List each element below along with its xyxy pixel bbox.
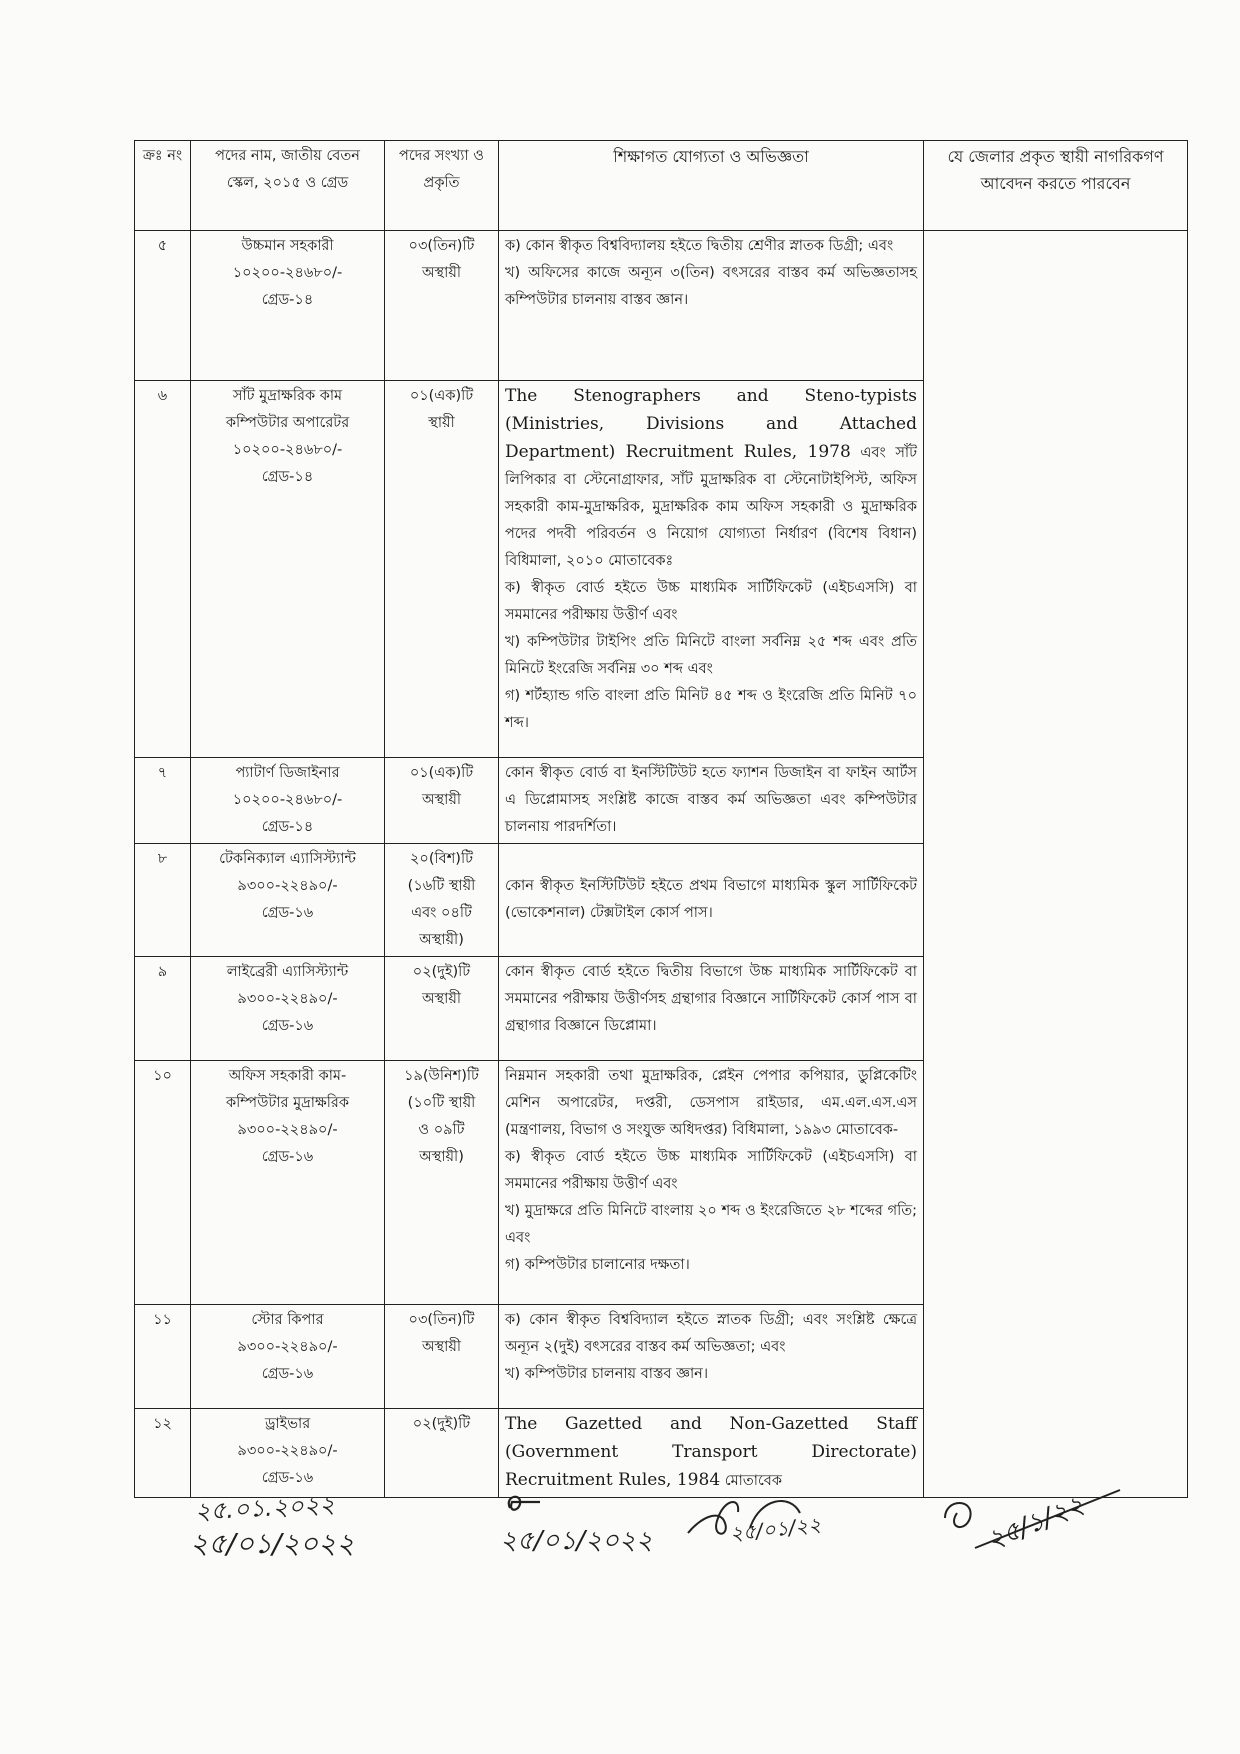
quantity-cell [385, 1409, 499, 1498]
header-qualification: শিক্ষাগত যোগ্যতা ও অভিজ্ঞতা [499, 141, 924, 231]
post-cell [191, 1305, 385, 1409]
quantity-count: ০১(এক)টি [409, 765, 474, 781]
quantity-count: ০৩(তিন)টি [408, 238, 475, 254]
quantity-type: অস্থায়ী [421, 792, 462, 808]
signature-1-date: ২৫/০১/২০২২ [190, 1527, 355, 1560]
quantity-type: ও ০৯টি [418, 1122, 465, 1138]
post-cell [191, 957, 385, 1061]
quantity-count: ০২(দুই)টি [412, 964, 471, 980]
grade: গ্রেড-১৬ [261, 1470, 314, 1486]
qualification-item: কোন স্বীকৃত ইনস্টিটিউট হইতে প্রথম বিভাগে মাধ্যমিক স্কুল সার্টিফিকেট (ভোকেশনাল) টেক্সটাইল কোর্স পাস। [505, 878, 917, 921]
post-name: টেকনিক্যাল এ্যাসিস্ট্যান্ট [219, 851, 356, 867]
post-name: স্টোর কিপার [251, 1312, 324, 1328]
qualification-item: ক) স্বীকৃত বোর্ড হইতে উচ্চ মাধ্যমিক সার্টিফিকেট (এইচএসসি) বা সমমানের পরীক্ষায় উত্তীর্ণ এবং [505, 580, 917, 623]
qualification-cell [499, 231, 924, 381]
qualification-cell [499, 1061, 924, 1305]
grade: গ্রেড-১৪ [261, 292, 314, 308]
post-cell [191, 758, 385, 844]
signature-2-date: ২৫/০১/২০২২ [500, 1526, 653, 1556]
quantity-type: (১৬টি স্থায়ী [407, 878, 476, 894]
qualification-item: খ) মুদ্রাক্ষরে প্রতি মিনিটে বাংলায় ২০ শব্দ ও ইংরেজিতে ২৮ শব্দের গতি; এবং [505, 1203, 917, 1246]
qualification-cell [499, 957, 924, 1061]
post-cell [191, 1061, 385, 1305]
serial-cell: ৮ [135, 844, 191, 957]
qualification-item: ক) কোন স্বীকৃত বিশ্ববিদ্যালয় হইতে দ্বিতীয় শ্রেণীর স্নাতক ডিগ্রী; এবং [505, 238, 894, 254]
serial-cell: ৬ [135, 381, 191, 758]
grade: গ্রেড-১৪ [261, 469, 314, 485]
header-post: পদের নাম, জাতীয় বেতন স্কেল, ২০১৫ ও গ্রেড [191, 141, 385, 231]
post-name: ড্রাইভার [264, 1416, 311, 1432]
quantity-type: অস্থায়ী [421, 265, 462, 281]
quantity-cell [385, 1305, 499, 1409]
pay-scale: ৯৩০০-২২৪৯০/- [237, 1443, 338, 1459]
qualification-item: কোন স্বীকৃত বোর্ড হইতে দ্বিতীয় বিভাগে উচ্চ মাধ্যমিক সার্টিফিকেট বা সমমানের পরীক্ষায় উত্তীর্ণসহ গ্রন্থাগার বিজ্ঞানে সার্টিফিকেট কোর্স পাস বা গ্রন্থাগার বিজ্ঞানে ডিপ্লোমা। [505, 964, 917, 1034]
header-district: যে জেলার প্রকৃত স্থায়ী নাগরিকগণ আবেদন করতে পারবেন [924, 141, 1188, 231]
qualification-item: গ) কম্পিউটার চালানোর দক্ষতা। [505, 1257, 690, 1273]
signature-1-initials: ২৫.০১.২০২২ [194, 1490, 336, 1526]
serial-cell: ১০ [135, 1061, 191, 1305]
quantity-count: ০১(এক)টি [409, 388, 474, 404]
post-name: লাইব্রেরী এ্যাসিস্ট্যান্ট [226, 964, 349, 980]
pay-scale: ১০২০০-২৪৬৮০/- [232, 442, 343, 458]
serial-cell: ৭ [135, 758, 191, 844]
pay-scale: ১০২০০-২৪৬৮০/- [232, 265, 343, 281]
qualification-item: খ) কম্পিউটার টাইপিং প্রতি মিনিটে বাংলা সর্বনিম্ন ২৫ শব্দ এবং প্রতি মিনিটে ইংরেজি সর্বনিম্ন ৩০ শব্দ এবং [505, 634, 917, 677]
post-name: উচ্চমান সহকারী [241, 238, 334, 254]
pay-scale: ৯৩০০-২২৪৯০/- [237, 991, 338, 1007]
signature-3-date: ২৫/০১/২২ [728, 1512, 823, 1546]
qualification-item: গ) শর্টহ্যান্ড গতি বাংলা প্রতি মিনিট ৪৫ শব্দ ও ইংরেজি প্রতি মিনিট ৭০ শব্দ। [505, 688, 917, 731]
pay-scale: ৯৩০০-২২৪৯০/- [237, 1122, 338, 1138]
pay-scale: ৯৩০০-২২৪৯০/- [237, 878, 338, 894]
grade: গ্রেড-১৬ [261, 1149, 314, 1165]
qualification-cell [499, 844, 924, 957]
post-name: প্যাটার্ণ ডিজাইনার [235, 765, 340, 781]
district-cell [924, 231, 1188, 1498]
quantity-cell [385, 758, 499, 844]
rules-reference: The Gazetted and Non-Gazetted Staff (Government Transport Directorate) Recruitment Rules, 1984 [505, 1414, 917, 1490]
qualification-item: নিম্নমান সহকারী তথা মুদ্রাক্ষরিক, প্লেইন পেপার কপিয়ার, ডুপ্লিকেটিং মেশিন অপারেটর, দপ্তরী, ডেসপাস রাইডার, এম.এল.এস.এস (মন্ত্রণালয়, বিভাগ ও সংযুক্ত অধিদপ্তর) বিধিমালা, ১৯৯৩ মোতাবেক- [505, 1068, 917, 1138]
post-cell [191, 1409, 385, 1498]
quantity-type: অস্থায়ী [421, 991, 462, 1007]
grade: গ্রেড-১৬ [261, 1018, 314, 1034]
quantity-cell [385, 1061, 499, 1305]
quantity-cell [385, 231, 499, 381]
quantity-cell [385, 844, 499, 957]
post-name: অফিস সহকারী কাম- [228, 1068, 347, 1084]
recruitment-table [134, 140, 1188, 1498]
qualification-cell [499, 381, 924, 758]
quantity-cell [385, 957, 499, 1061]
quantity-type: এবং ০৪টি [411, 905, 472, 921]
post-name: কম্পিউটার মুদ্রাক্ষরিক [226, 1095, 349, 1111]
quantity-type: (১০টি স্থায়ী [407, 1095, 476, 1111]
quantity-type: অস্থায়ী) [419, 1149, 464, 1165]
qualification-item: খ) কম্পিউটার চালনায় বাস্তব জ্ঞান। [505, 1366, 709, 1382]
qualification-cell [499, 1305, 924, 1409]
qualification-item: খ) অফিসের কাজে অন্যূন ৩(তিন) বৎসরের বাস্তব কর্ম অভিজ্ঞতাসহ কম্পিউটার চালনায় বাস্তব জ্ঞান। [505, 265, 917, 308]
grade: গ্রেড-১৬ [261, 905, 314, 921]
post-name: সাঁট মুদ্রাক্ষরিক কাম [232, 388, 343, 404]
table-header-row [135, 141, 1188, 231]
serial-cell: ১১ [135, 1305, 191, 1409]
post-cell [191, 381, 385, 758]
header-quantity: পদের সংখ্যা ও প্রকৃতি [385, 141, 499, 231]
qualification-item: মোতাবেক [724, 1473, 783, 1489]
header-serial: ক্রঃ নং [135, 141, 191, 231]
quantity-cell [385, 381, 499, 758]
quantity-count: ১৯(উনিশ)টি [404, 1068, 479, 1084]
qualification-cell [499, 1409, 924, 1498]
grade: গ্রেড-১৪ [261, 819, 314, 835]
qualification-item: এবং সাঁট লিপিকার বা স্টেনোগ্রাফার, সাঁট মুদ্রাক্ষরিক বা স্টেনোটাইপিস্ট, অফিস সহকারী কাম-মুদ্রাক্ষরিক, মুদ্রাক্ষরিক কাম অফিস সহকারী ও মুদ্রাক্ষরিক পদের পদবী পরিবর্তন ও নিয়োগ যোগ্যতা নির্ধারণ (বিশেষ বিধান) বিধিমালা, ২০১০ মোতাবেকঃ [505, 445, 918, 569]
post-cell [191, 844, 385, 957]
quantity-type: অস্থায়ী) [419, 932, 464, 948]
serial-cell: ১২ [135, 1409, 191, 1498]
post-cell [191, 231, 385, 381]
quantity-type: অস্থায়ী [421, 1339, 462, 1355]
pay-scale: ১০২০০-২৪৬৮০/- [232, 792, 343, 808]
serial-cell: ৯ [135, 957, 191, 1061]
qualification-item: ক) কোন স্বীকৃত বিশ্ববিদ্যাল হইতে স্নাতক ডিগ্রী; এবং সংশ্লিষ্ট ক্ষেত্রে অন্যূন ২(দুই) বৎসরের বাস্তব কর্ম অভিজ্ঞতা; এবং [505, 1312, 917, 1355]
quantity-count: ২০(বিশ)টি [409, 851, 474, 867]
pay-scale: ৯৩০০-২২৪৯০/- [237, 1339, 338, 1355]
quantity-count: ০২(দুই)টি [412, 1416, 471, 1432]
signature-2-mark [500, 1488, 560, 1518]
table-row [135, 231, 1188, 381]
post-name: কম্পিউটার অপারেটর [225, 415, 350, 431]
qualification-cell [499, 758, 924, 844]
grade: গ্রেড-১৬ [261, 1366, 314, 1382]
serial-cell: ৫ [135, 231, 191, 381]
rules-reference: The Stenographers and Steno-typists (Ministries, Divisions and Attached Department) Recruitment Rules, 1978 [505, 386, 917, 462]
qualification-item: কোন স্বীকৃত বোর্ড বা ইনস্টিটিউট হতে ফ্যাশন ডিজাইন বা ফাইন আর্টস এ ডিপ্লোমাসহ সংশ্লিষ্ট কাজে বাস্তব কর্ম অভিজ্ঞতা এবং কম্পিউটার চালনায় পারদর্শিতা। [505, 765, 917, 835]
qualification-item: ক) স্বীকৃত বোর্ড হইতে উচ্চ মাধ্যমিক সার্টিফিকেট (এইচএসসি) বা সমমানের পরীক্ষায় উত্তীর্ণ এবং [505, 1149, 917, 1192]
signature-4-date: ২৫/১/২২ [982, 1490, 1089, 1557]
quantity-type: স্থায়ী [428, 415, 455, 431]
quantity-count: ০৩(তিন)টি [408, 1312, 475, 1328]
